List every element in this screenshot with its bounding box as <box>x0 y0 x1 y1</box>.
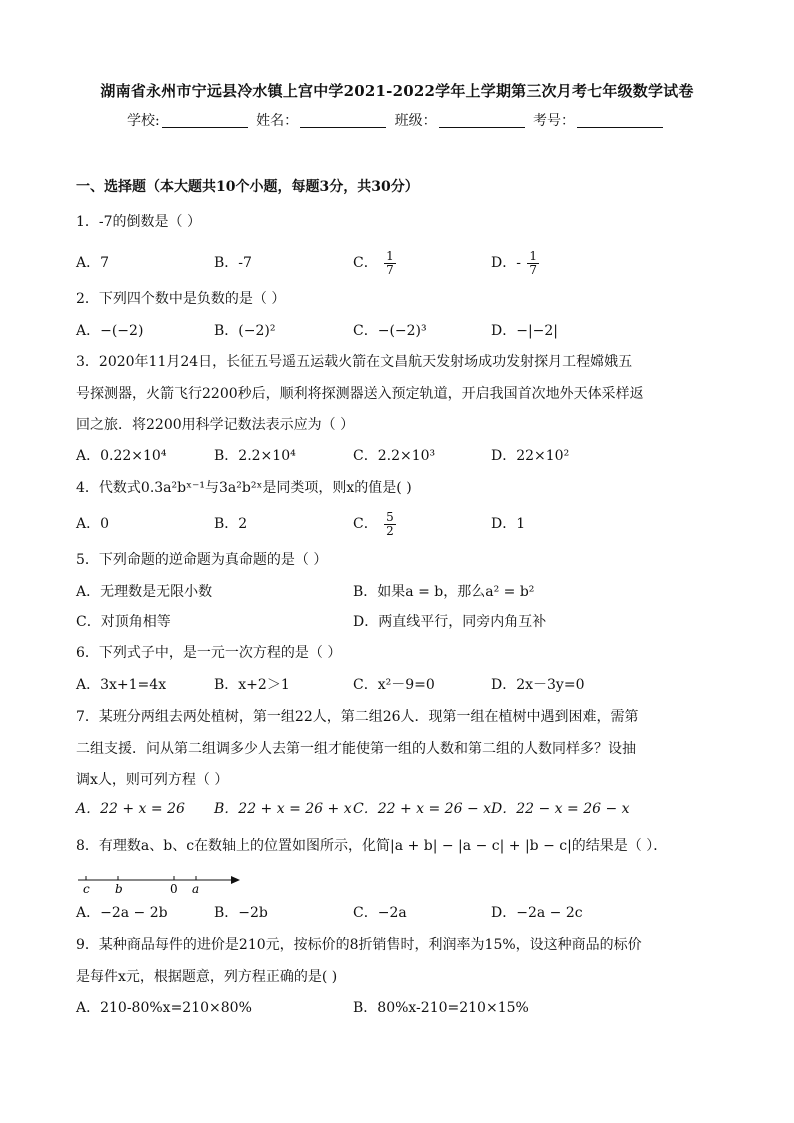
option-b[interactable]: B．−2b <box>214 905 268 921</box>
option-a[interactable]: A．−2a − 2b <box>76 905 168 921</box>
option-c[interactable] <box>353 248 398 278</box>
label-zero: 0 <box>170 882 178 896</box>
question-2-options <box>76 316 726 346</box>
question-3-options <box>76 441 726 471</box>
question-6-options <box>76 670 726 700</box>
question-6-stem: 6．下列式子中，是一元一次方程的是（ ） <box>76 645 342 661</box>
option-a[interactable]: A．无理数是无限小数 <box>76 584 213 600</box>
question-5-options-row-1 <box>76 577 726 607</box>
option-c[interactable]: C．22 + x = 26 − x <box>353 801 492 817</box>
question-4-options <box>76 509 726 539</box>
fraction <box>384 511 396 538</box>
option-b[interactable]: B．2.2×10⁴ <box>214 448 296 464</box>
label-c: c <box>83 882 90 896</box>
school-label: 学校: <box>126 113 160 129</box>
option-c[interactable]: C．对顶角相等 <box>76 614 171 630</box>
question-9-options <box>76 993 726 1023</box>
option-b[interactable]: B．2 <box>214 516 248 532</box>
number-label: 考号： <box>533 113 576 129</box>
denominator: 2 <box>386 523 394 538</box>
name-blank[interactable] <box>300 113 386 128</box>
option-b[interactable]: B．80%x-210=210×15% <box>353 1000 529 1016</box>
section-heading: 一、选择题（本大题共10个小题，每题3分，共30分） <box>76 179 419 195</box>
question-7-line-2: 二组支援．问从第二组调多少人去第一组才能使第一组的人数和第二组的人数同样多？设抽 <box>76 741 636 757</box>
question-1-stem: 1．-7的倒数是（ ） <box>76 214 201 230</box>
option-c[interactable]: C．−2a <box>353 905 407 921</box>
question-3-line-3: 回之旅．将2200用科学记数法表示应为（ ） <box>76 417 355 433</box>
option-a[interactable]: A．210-80%x=210×80% <box>76 1000 252 1016</box>
denominator: 7 <box>529 262 538 277</box>
question-7-options <box>76 794 726 824</box>
class-label: 班级： <box>394 113 437 129</box>
exam-title: 湖南省永州市宁远县冷水镇上宫中学2021-2022学年上学期第三次月考七年级数学试卷 <box>100 82 694 100</box>
student-info-line <box>0 110 794 130</box>
option-c[interactable]: C．−(−2)³ <box>353 323 427 339</box>
numerator: 1 <box>386 248 394 263</box>
option-d-label: D．- <box>491 255 521 271</box>
question-7-line-3: 调x人，则可列方程（ ） <box>76 772 229 788</box>
question-9-line-2: 是每件x元，根据题意，列方程正确的是( ) <box>76 969 338 985</box>
question-8-options <box>76 898 726 928</box>
question-5-options-row-2 <box>76 607 726 637</box>
option-d[interactable]: D．22 − x = 26 − x <box>491 801 630 817</box>
option-a[interactable]: A．0.22×10⁴ <box>76 448 167 464</box>
option-d[interactable]: D．两直线平行，同旁内角互补 <box>353 614 547 630</box>
question-3-line-1: 3．2020年11月24日，长征五号遥五运载火箭在文昌航天发射场成功发射探月工程嫦娥五 <box>76 354 633 370</box>
class-blank[interactable] <box>439 113 525 128</box>
option-a[interactable]: A．7 <box>76 255 110 271</box>
question-3-line-2: 号探测器，火箭飞行2200秒后，顺利将探测器送入预定轨道，开启我国首次地外天体采样返 <box>76 386 644 402</box>
arrow-head-icon <box>231 876 240 884</box>
fraction <box>527 250 539 277</box>
label-a: a <box>192 882 200 896</box>
option-b[interactable]: B．22 + x = 26 + x <box>214 801 352 817</box>
option-a[interactable]: A．−(−2) <box>76 323 144 339</box>
option-c[interactable] <box>353 509 398 539</box>
question-2-stem: 2．下列四个数中是负数的是（ ） <box>76 291 286 307</box>
number-blank[interactable] <box>577 113 663 128</box>
option-c-label: C． <box>353 255 378 271</box>
question-9-line-1: 9．某种商品每件的进价是210元，按标价的8折销售时，利润率为15%，设这种商品的标价 <box>76 937 642 953</box>
option-c[interactable]: C．x²－9=0 <box>353 677 435 693</box>
numerator: 5 <box>386 509 394 524</box>
denominator: 7 <box>386 262 394 277</box>
option-d[interactable]: D．1 <box>491 516 526 532</box>
question-5-stem: 5．下列命题的逆命题为真命题的是（ ） <box>76 552 328 568</box>
option-b[interactable]: B．(−2)² <box>214 323 276 339</box>
question-1-options <box>76 248 726 278</box>
option-b[interactable]: B．-7 <box>214 255 252 271</box>
option-d[interactable] <box>491 248 541 278</box>
fraction <box>384 250 396 277</box>
school-blank[interactable] <box>162 113 248 128</box>
option-b[interactable]: B．x+2＞1 <box>214 677 290 693</box>
name-label: 姓名： <box>256 113 299 129</box>
label-b: b <box>115 882 123 896</box>
numerator: 1 <box>529 248 538 263</box>
option-d[interactable]: D．22×10² <box>491 448 570 464</box>
option-c[interactable]: C．2.2×10³ <box>353 448 436 464</box>
option-d[interactable]: D．−2a − 2c <box>491 905 583 921</box>
question-7-line-1: 7．某班分两组去两处植树，第一组22人，第二组26人．现第一组在植树中遇到困难，需第 <box>76 709 639 725</box>
option-a[interactable]: A．22 + x = 26 <box>76 801 185 817</box>
option-b[interactable]: B．如果a = b，那么a² = b² <box>353 584 535 600</box>
option-d[interactable]: D．−|−2| <box>491 323 559 339</box>
number-line-figure <box>78 870 248 896</box>
question-8-stem: 8．有理数a、b、c在数轴上的位置如图所示，化简|a + b| − |a − c| + |b − c|的结果是（ ）． <box>76 838 668 854</box>
option-d[interactable]: D．2x－3y=0 <box>491 677 585 693</box>
option-a[interactable]: A．3x+1=4x <box>76 677 167 693</box>
option-a[interactable]: A．0 <box>76 516 110 532</box>
question-4-stem: 4．代数式0.3a²bˣ⁻¹与3a²b²ˣ是同类项，则x的值是( ) <box>76 480 412 496</box>
option-c-label: C． <box>353 516 378 532</box>
